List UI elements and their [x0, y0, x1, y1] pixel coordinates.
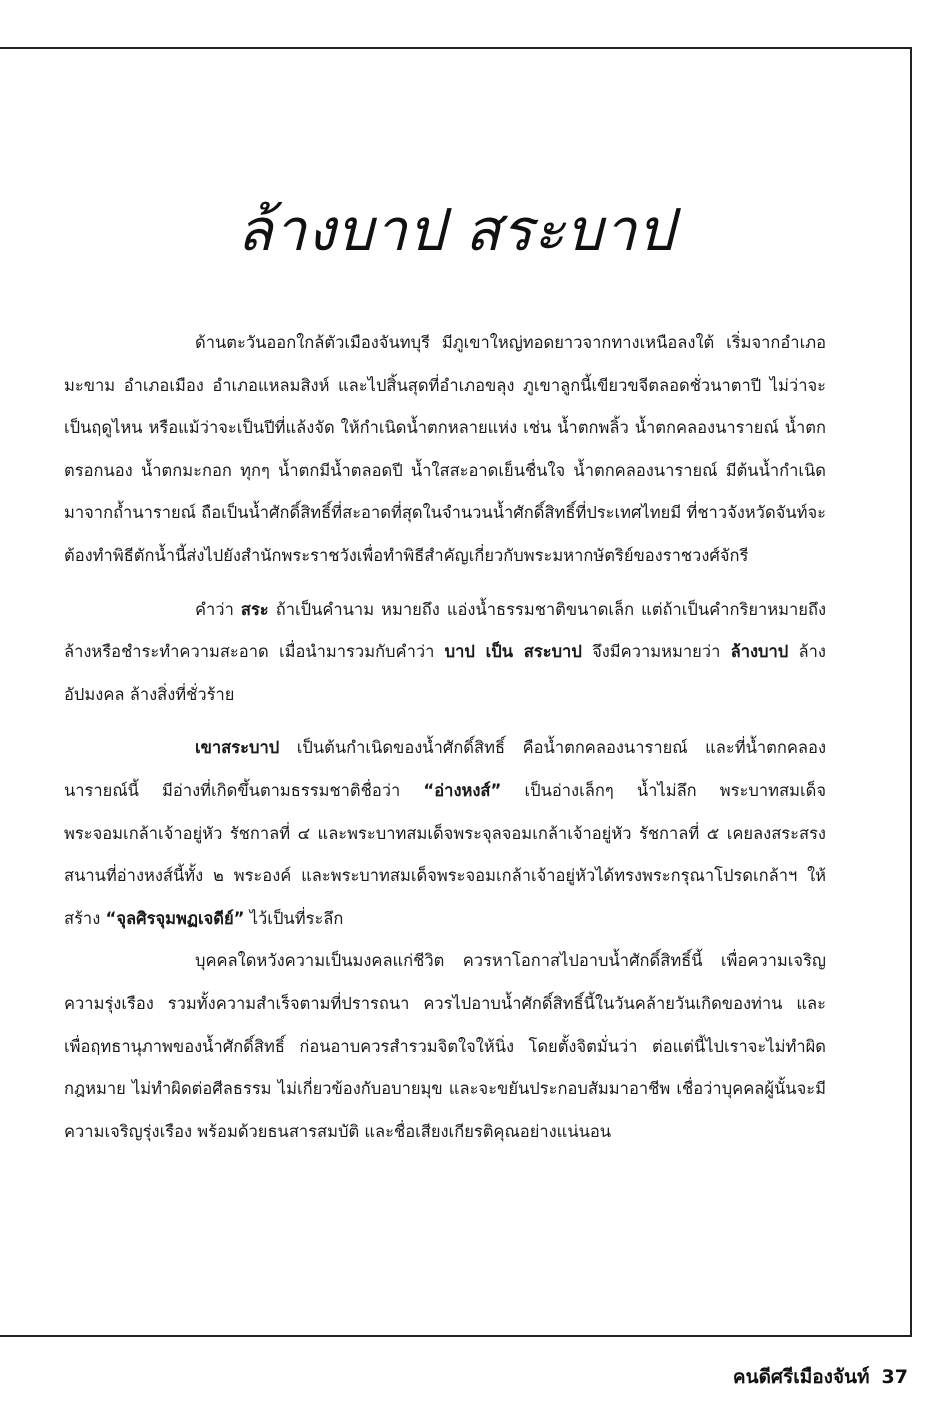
bold-run: “อ่างหงส์” — [423, 780, 502, 800]
bold-run: “จุลศิรจุมพฏเจดีย์” — [105, 908, 245, 928]
text-run: ไว้เป็นที่ระลึก — [244, 908, 344, 928]
text-run: จึงมีความหมายว่า — [581, 642, 731, 662]
text-run: ล้างอัปมงคล ล้างสิ่งที่ชั่วร้าย — [64, 642, 826, 704]
text-run: เป็นต้นกำเนิดของน้ำศักดิ์สิทธิ์ คือน้ำตกคลองนารายณ์ และที่น้ำตกคลองนารายณ์นี้ มีอ่างที่เกิดขึ้นตามธรรมชาติชื่อว่า — [64, 738, 826, 800]
page-number: 37 — [881, 1366, 908, 1388]
bold-run: สระ — [240, 599, 269, 619]
paragraph-3 — [64, 727, 826, 940]
text-run: เป็นอ่างเล็กๆ น้ำไม่ลึก พระบาทสมเด็จพระจอมเกล้าเจ้าอยู่หัว รัชกาลที่ ๔ และพระบาทสมเด็จพระจุลจอมเกล้าเจ้าอยู่หัว รัชกาลที่ ๕ เคยลงสระสรงสนานที่อ่างหงส์นี้ทั้ง ๒ พระองค์ และพระบาทสมเด็จพระจอมเกล้าเจ้าอยู่หัวได้ทรงพระกรุณาโปรดเกล้าฯ ให้สร้าง — [64, 780, 826, 928]
article-title: ล้างบาป สระบาป — [237, 196, 675, 264]
text-run: ถ้าเป็นคำนาม หมายถึง แอ่งน้ำธรรมชาติขนาดเล็ก แต่ถ้าเป็นคำกริยาหมายถึง ล้างหรือชำระทำความสะอาด เมื่อนำมารวมกับคำว่า — [64, 599, 827, 662]
paragraph-4 — [64, 940, 826, 1153]
publication-name: คนดีศรีเมืองจันท์ — [732, 1366, 870, 1388]
bold-run: บาป เป็น สระบาป — [444, 642, 582, 662]
text-run: ด้านตะวันออกใกล้ตัวเมืองจันทบุรี มีภูเขาใหญ่ทอดยาวจากทางเหนือลงใต้ เริ่มจากอำเภอมะขาม อำเภอเมือง อำเภอแหลมสิงห์ และไปสิ้นสุดที่อำเภอขลุง ภูเขาลูกนี้เขียวขจีตลอดชั่วนาตาปี ไม่ว่าจะเป็นฤดูไหน หรือแม้ว่าจะเป็นปีที่แล้งจัด ให้กำเนิดน้ำตกหลายแห่ง เช่น น้ำตกพลิ้ว น้ำตกคลองนารายณ์ น้ำตกตรอกนอง น้ำตกมะกอก ทุกๆ น้ำตกมีน้ำตลอดปี น้ำใสสะอาดเย็นชื่นใจ น้ำตกคลองนารายณ์ มีต้นน้ำกำเนิดมาจากถ้ำนารายณ์ ถือเป็นน้ำศักดิ์สิทธิ์ที่สะอาดที่สุดในจำนวนน้ำศักดิ์สิทธิ์ที่ประเทศไทยมี ที่ชาวจังหวัดจันท์จะต้องทำพิธีตักน้ำนี้ส่งไปยังสำนักพระราชวังเพื่อทำพิธีสำคัญเกี่ยวกับพระมหากษัตริย์ของราชวงศ์จักรี — [64, 333, 827, 565]
article-body — [64, 322, 826, 1153]
text-run: บุคคลใดหวังความเป็นมงคลแก่ชีวิต ควรหาโอกาสไปอาบน้ำศักดิ์สิทธิ์นี้ เพื่อความเจริญ ความรุ่งเรือง รวมทั้งความสำเร็จตามที่ปรารถนา ควรไปอาบน้ำศักดิ์สิทธิ์นี้ในวันคล้ายวันเกิดของท่าน และเพื่อฤทธานุภาพของน้ำศักดิ์สิทธิ์ ก่อนอาบควรสำรวมจิตใจให้นิ่ง โดยตั้งจิตมั่นว่า ต่อแต่นี้ไปเราจะไม่ทำผิดกฎหมาย ไม่ทำผิดต่อศีลธรรม ไม่เกี่ยวข้องกับอบายมุข และจะขยันประกอบสัมมาอาชีพ เชื่อว่าบุคคลผู้นั้นจะมีความเจริญรุ่งเรือง พร้อมด้วยธนสารสมบัติ และชื่อเสียงเกียรติคุณอย่างแน่นอน — [64, 951, 826, 1141]
paragraph-2 — [64, 589, 826, 717]
bold-run: เขาสระบาป — [195, 738, 280, 758]
text-run: คำว่า — [195, 599, 241, 619]
page-footer — [733, 1362, 908, 1392]
paragraph-1 — [64, 322, 826, 578]
bold-run: ล้างบาป — [730, 642, 789, 662]
